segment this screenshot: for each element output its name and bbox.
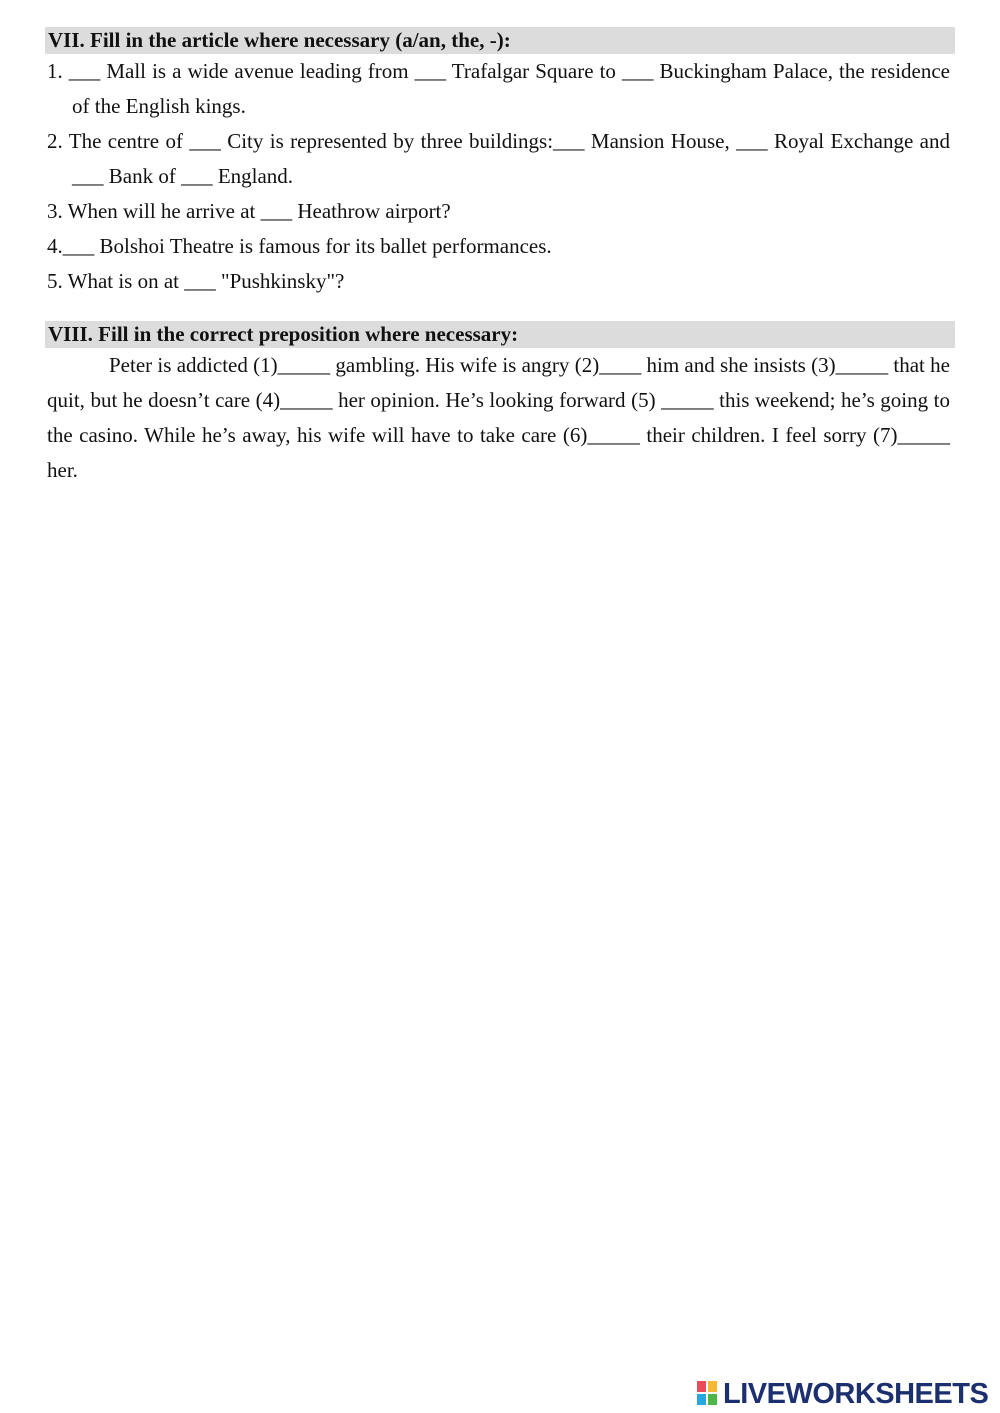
logo-icon bbox=[697, 1381, 719, 1407]
exercise-item: 5. What is on at ___ "Pushkinsky"? bbox=[47, 269, 345, 293]
liveworksheets-logo bbox=[697, 1379, 988, 1409]
exercise-list bbox=[45, 54, 955, 299]
exercise-item: 1. ___ Mall is a wide avenue leading from ___ Trafalgar Square to ___ Buckingham Palace, the residence of the English kings. bbox=[47, 59, 950, 118]
exercise-paragraph: Peter is addicted (1)_____ gambling. His wife is angry (2)____ him and she insists (3)_____ that he quit, but he doesn’t care (4)_____ her opinion. He’s looking forward (5) _____ this weekend; he’s going to the casino. While he’s away, his wife will have to take care (6)_____ their children. I feel sorry (7)_____ her. bbox=[47, 353, 950, 482]
logo-text: LIVEWORKSHEETS bbox=[723, 1378, 989, 1410]
section-heading: VIII. Fill in the correct preposition where necessary: bbox=[45, 321, 955, 348]
exercise-item: 3. When will he arrive at ___ Heathrow airport? bbox=[47, 199, 451, 223]
exercise-item: 2. The centre of ___ City is represented by three buildings:___ Mansion House, ___ Royal Exchange and ___ Bank of ___ England. bbox=[47, 129, 950, 188]
section-heading: VII. Fill in the article where necessary (a/an, the, -): bbox=[45, 27, 955, 54]
section-prepositions bbox=[45, 321, 955, 488]
section-articles bbox=[45, 27, 955, 299]
exercise-item: 4.___ Bolshoi Theatre is famous for its ballet performances. bbox=[47, 234, 552, 258]
